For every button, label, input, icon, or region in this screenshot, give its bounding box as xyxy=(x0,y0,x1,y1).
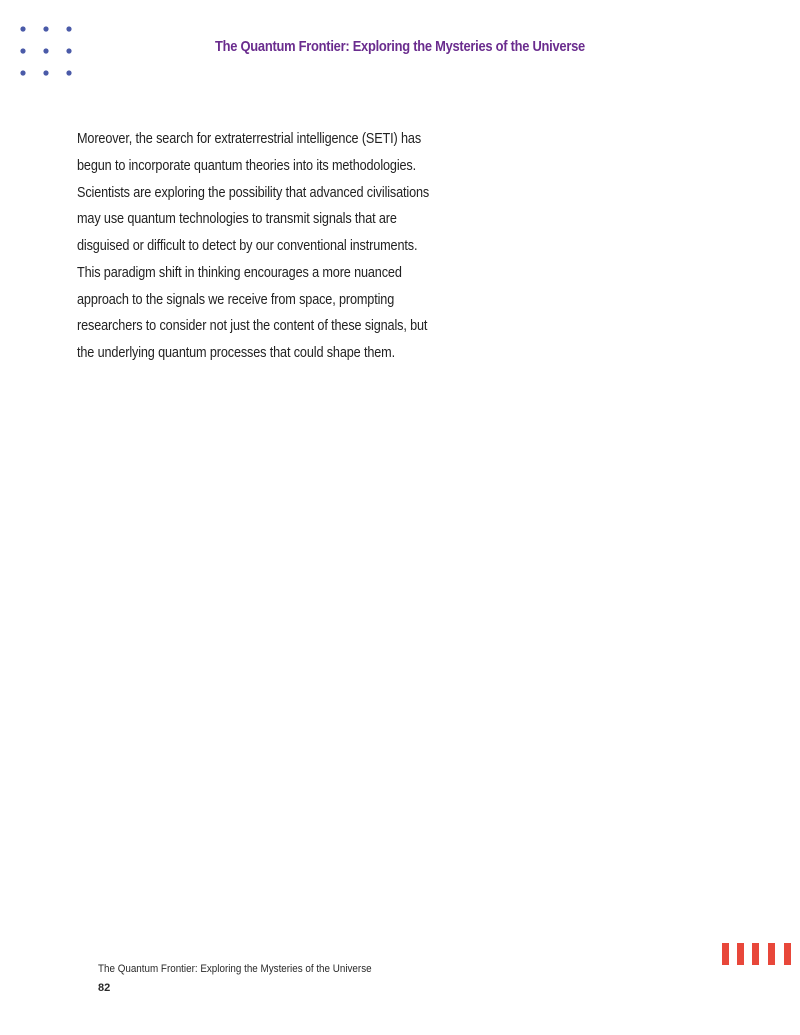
body-paragraph xyxy=(77,126,507,367)
paragraph-line: Scientists are exploring the possibility that advanced civilisations xyxy=(77,184,430,201)
bars-decoration xyxy=(721,943,793,965)
paragraph-line: Moreover, the search for extraterrestrial intelligence (SETI) has xyxy=(77,131,422,147)
paragraph-line: researchers to consider not just the content of these signals, but xyxy=(77,318,428,335)
footer-title: The Quantum Frontier: Exploring the Mysteries of the Universe xyxy=(98,963,372,975)
paragraph-line: begun to incorporate quantum theories into its methodologies. xyxy=(77,157,417,174)
paragraph-line: the underlying quantum processes that could shape them. xyxy=(77,345,395,361)
paragraph-line: This paradigm shift in thinking encourages a more nuanced xyxy=(77,264,402,281)
page-number: 82 xyxy=(98,982,111,994)
paragraph-line: may use quantum technologies to transmit signals that are xyxy=(77,211,397,228)
paragraph-line: approach to the signals we receive from space, prompting xyxy=(77,291,395,308)
paragraph-line: disguised or difficult to detect by our conventional instruments. xyxy=(77,238,418,254)
page-header-title: The Quantum Frontier: Exploring the Mysteries of the Universe xyxy=(215,38,585,55)
